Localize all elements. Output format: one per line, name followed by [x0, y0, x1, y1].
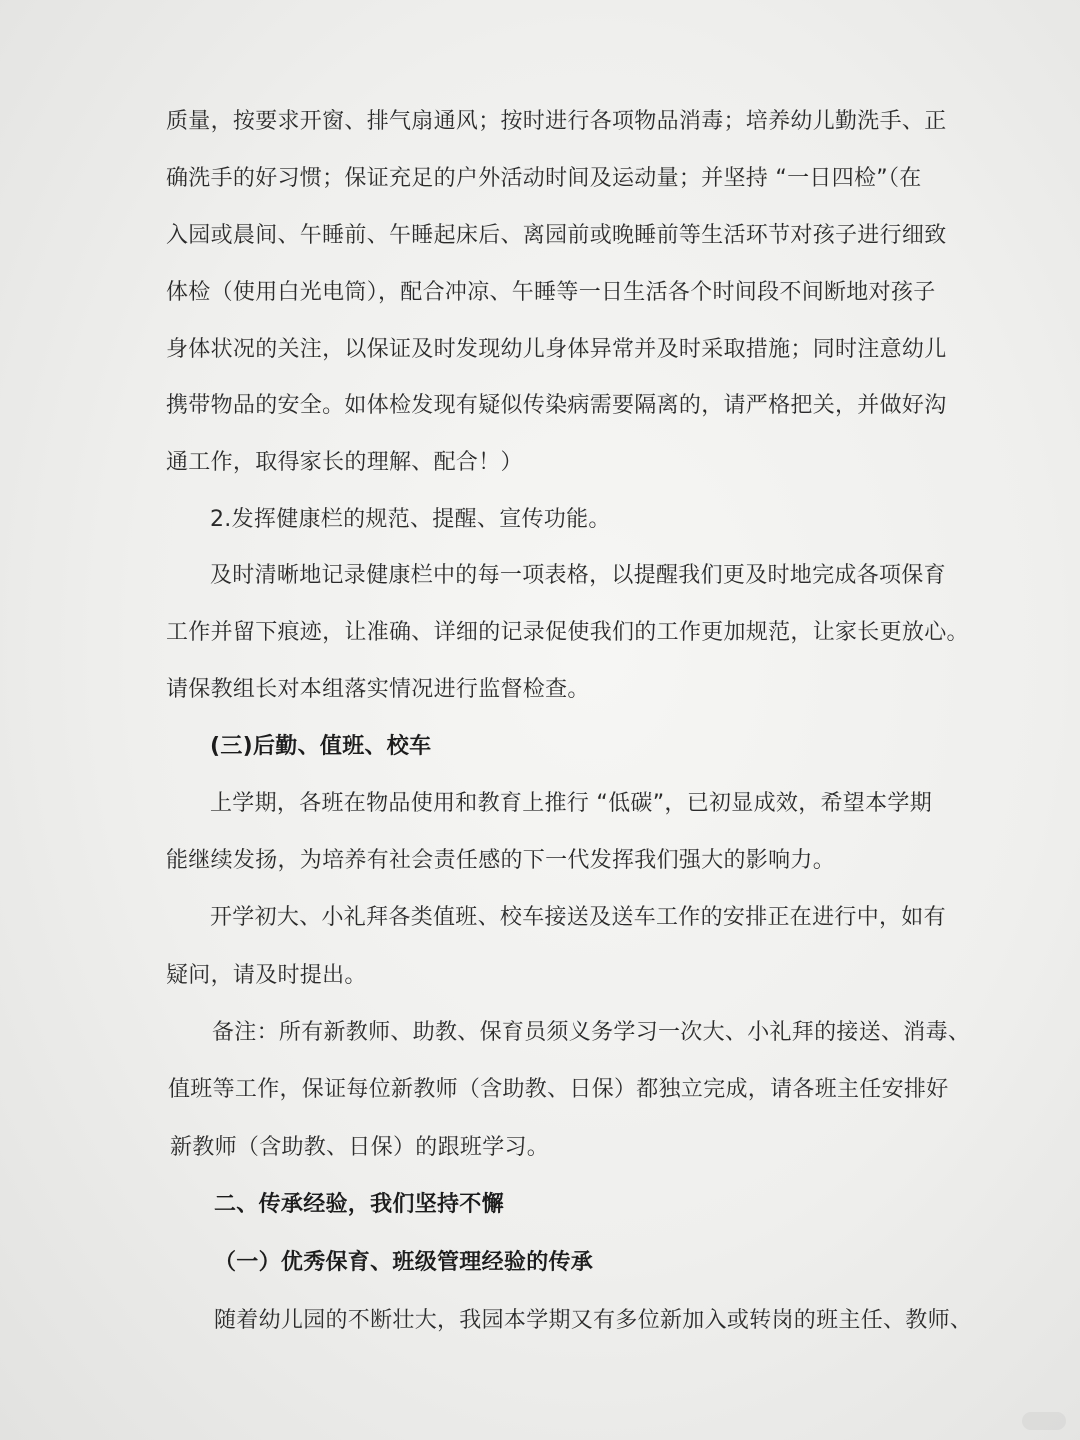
text-line: 体检（使用白光电筒），配合冲凉、午睡等一日生活各个时间段不间断地对孩子 — [166, 280, 936, 305]
subheading: 2.发挥健康栏的规范、提醒、宣传功能。 — [210, 507, 611, 532]
text-line: 质量，按要求开窗、排气扇通风；按时进行各项物品消毒；培养幼儿勤洗手、正 — [166, 109, 947, 134]
note-line: 备注：所有新教师、助教、保育员须义务学习一次大、小礼拜的接送、消毒、 — [212, 1020, 971, 1045]
text-line: 请保教组长对本组落实情况进行监督检查。 — [166, 677, 590, 702]
text-line: 随着幼儿园的不断壮大，我园本学期又有多位新加入或转岗的班主任、教师、 — [214, 1308, 973, 1333]
note-line: 值班等工作，保证每位新教师（含助教、日保）都独立完成，请各班主任安排好 — [168, 1077, 949, 1102]
chapter-heading: 二、传承经验，我们坚持不懈 — [214, 1192, 504, 1217]
note-line: 新教师（含助教、日保）的跟班学习。 — [170, 1135, 550, 1160]
text-line: 开学初大、小礼拜各类值班、校车接送及送车工作的安排正在进行中，如有 — [210, 905, 946, 930]
text-line: 上学期，各班在物品使用和教育上推行 “低碳”，已初显成效，希望本学期 — [210, 791, 932, 816]
text-line: 疑问，请及时提出。 — [166, 963, 367, 988]
text-line: 携带物品的安全。如体检发现有疑似传染病需要隔离的，请严格把关，并做好沟 — [166, 393, 947, 418]
text-line: 通工作，取得家长的理解、配合！） — [166, 450, 523, 475]
text-line: 能继续发扬，为培养有社会责任感的下一代发挥我们强大的影响力。 — [166, 848, 836, 873]
text-line: 入园或晨间、午睡前、午睡起床后、离园前或晚睡前等生活环节对孩子进行细致 — [166, 223, 947, 248]
section-heading: （一）优秀保育、班级管理经验的传承 — [214, 1250, 594, 1275]
watermark-badge — [1022, 1412, 1066, 1430]
text-line: 确洗手的好习惯；保证充足的户外活动时间及运动量；并坚持 “一日四检”（在 — [166, 166, 922, 191]
section-heading: (三)后勤、值班、校车 — [210, 734, 432, 759]
text-line: 及时清晰地记录健康栏中的每一项表格，以提醒我们更及时地完成各项保育 — [210, 563, 946, 588]
text-line: 工作并留下痕迹，让准确、详细的记录促使我们的工作更加规范，让家长更放心。 — [166, 620, 969, 645]
text-line: 身体状况的关注，以保证及时发现幼儿身体异常并及时采取措施；同时注意幼儿 — [166, 337, 947, 362]
